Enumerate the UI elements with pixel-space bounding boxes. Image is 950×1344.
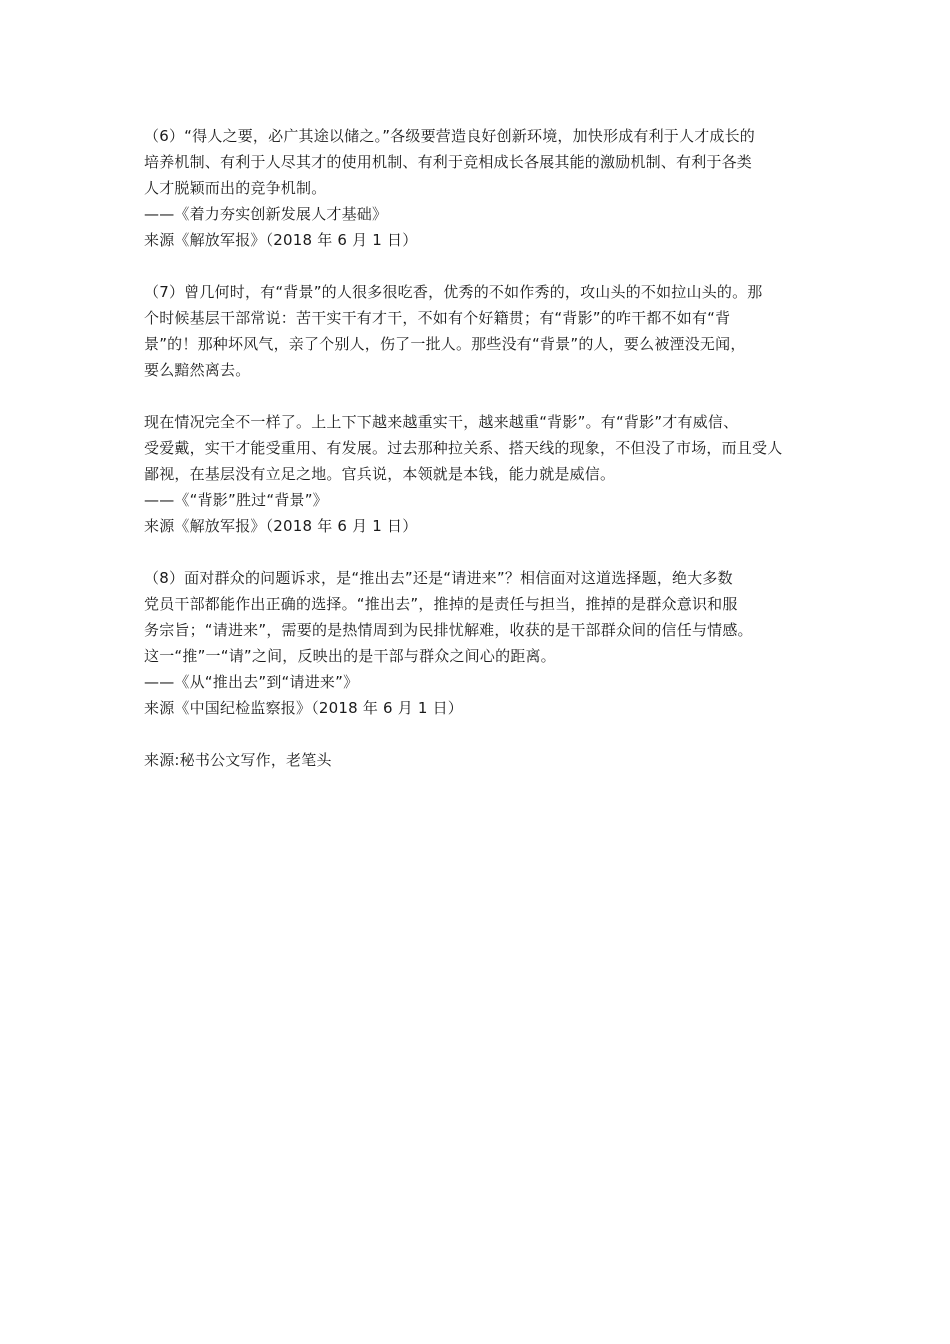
excerpt-7 <box>144 279 812 383</box>
excerpt-7-line-4: 要么黯然离去。 <box>144 361 251 379</box>
excerpt-7-title: ——《“背影”胜过“背景”》 <box>144 491 328 509</box>
excerpt-8-line-2: 党员干部都能作出正确的选择。“推出去”，推掉的是责任与担当，推掉的是群众意识和服 <box>144 595 738 613</box>
excerpt-7-continued <box>144 409 812 539</box>
excerpt-8-line-4: 这一“推”一“请”之间，反映出的是干部与群众之间心的距离。 <box>144 647 556 665</box>
excerpt-7-line-1: （7）曾几何时，有“背景”的人很多很吃香，优秀的不如作秀的，攻山头的不如拉山头的。那 <box>144 283 763 301</box>
excerpt-6-line-1: （6）“得人之要，必广其途以储之。”各级要营造良好创新环境，加快形成有利于人才成长的 <box>144 127 755 145</box>
excerpt-8 <box>144 565 812 721</box>
excerpt-7-line-2: 个时候基层干部常说：苦干实干有才干，不如有个好籍贯；有“背影”的咋干都不如有“背 <box>144 309 731 327</box>
excerpt-6 <box>144 123 812 253</box>
document-source-footer <box>144 747 812 773</box>
excerpt-7b-line-1: 现在情况完全不一样了。上上下下越来越重实干，越来越重“背影”。有“背影”才有威信、 <box>144 413 739 431</box>
excerpt-6-source: 来源《解放军报》（2018 年 6 月 1 日） <box>144 231 418 249</box>
excerpt-7b-line-3: 鄙视，在基层没有立足之地。官兵说，本领就是本钱，能力就是威信。 <box>144 465 616 483</box>
excerpt-7-line-3: 景”的！那种坏风气，亲了个别人，伤了一批人。那些没有“背景”的人，要么被湮没无闻， <box>144 335 746 353</box>
document-source-line: 来源:秘书公文写作，老笔头 <box>144 751 332 769</box>
excerpt-8-title: ——《从“推出去”到“请进来”》 <box>144 673 359 691</box>
excerpt-8-source: 来源《中国纪检监察报》（2018 年 6 月 1 日） <box>144 699 464 717</box>
document-body <box>144 123 812 773</box>
excerpt-7b-line-2: 受爱戴，实干才能受重用、有发展。过去那种拉关系、搭天线的现象，不但没了市场，而且受人 <box>144 439 783 457</box>
excerpt-6-line-3: 人才脱颖而出的竞争机制。 <box>144 179 327 197</box>
excerpt-8-line-1: （8）面对群众的问题诉求，是“推出去”还是“请进来”？相信面对这道选择题，绝大多数 <box>144 569 733 587</box>
excerpt-7-source: 来源《解放军报》（2018 年 6 月 1 日） <box>144 517 418 535</box>
excerpt-6-line-2: 培养机制、有利于人尽其才的使用机制、有利于竞相成长各展其能的激励机制、有利于各类 <box>144 153 753 171</box>
excerpt-8-line-3: 务宗旨；“请进来”，需要的是热情周到为民排忧解难，收获的是干部群众间的信任与情感。 <box>144 621 753 639</box>
excerpt-6-title: ——《着力夯实创新发展人才基础》 <box>144 205 388 223</box>
